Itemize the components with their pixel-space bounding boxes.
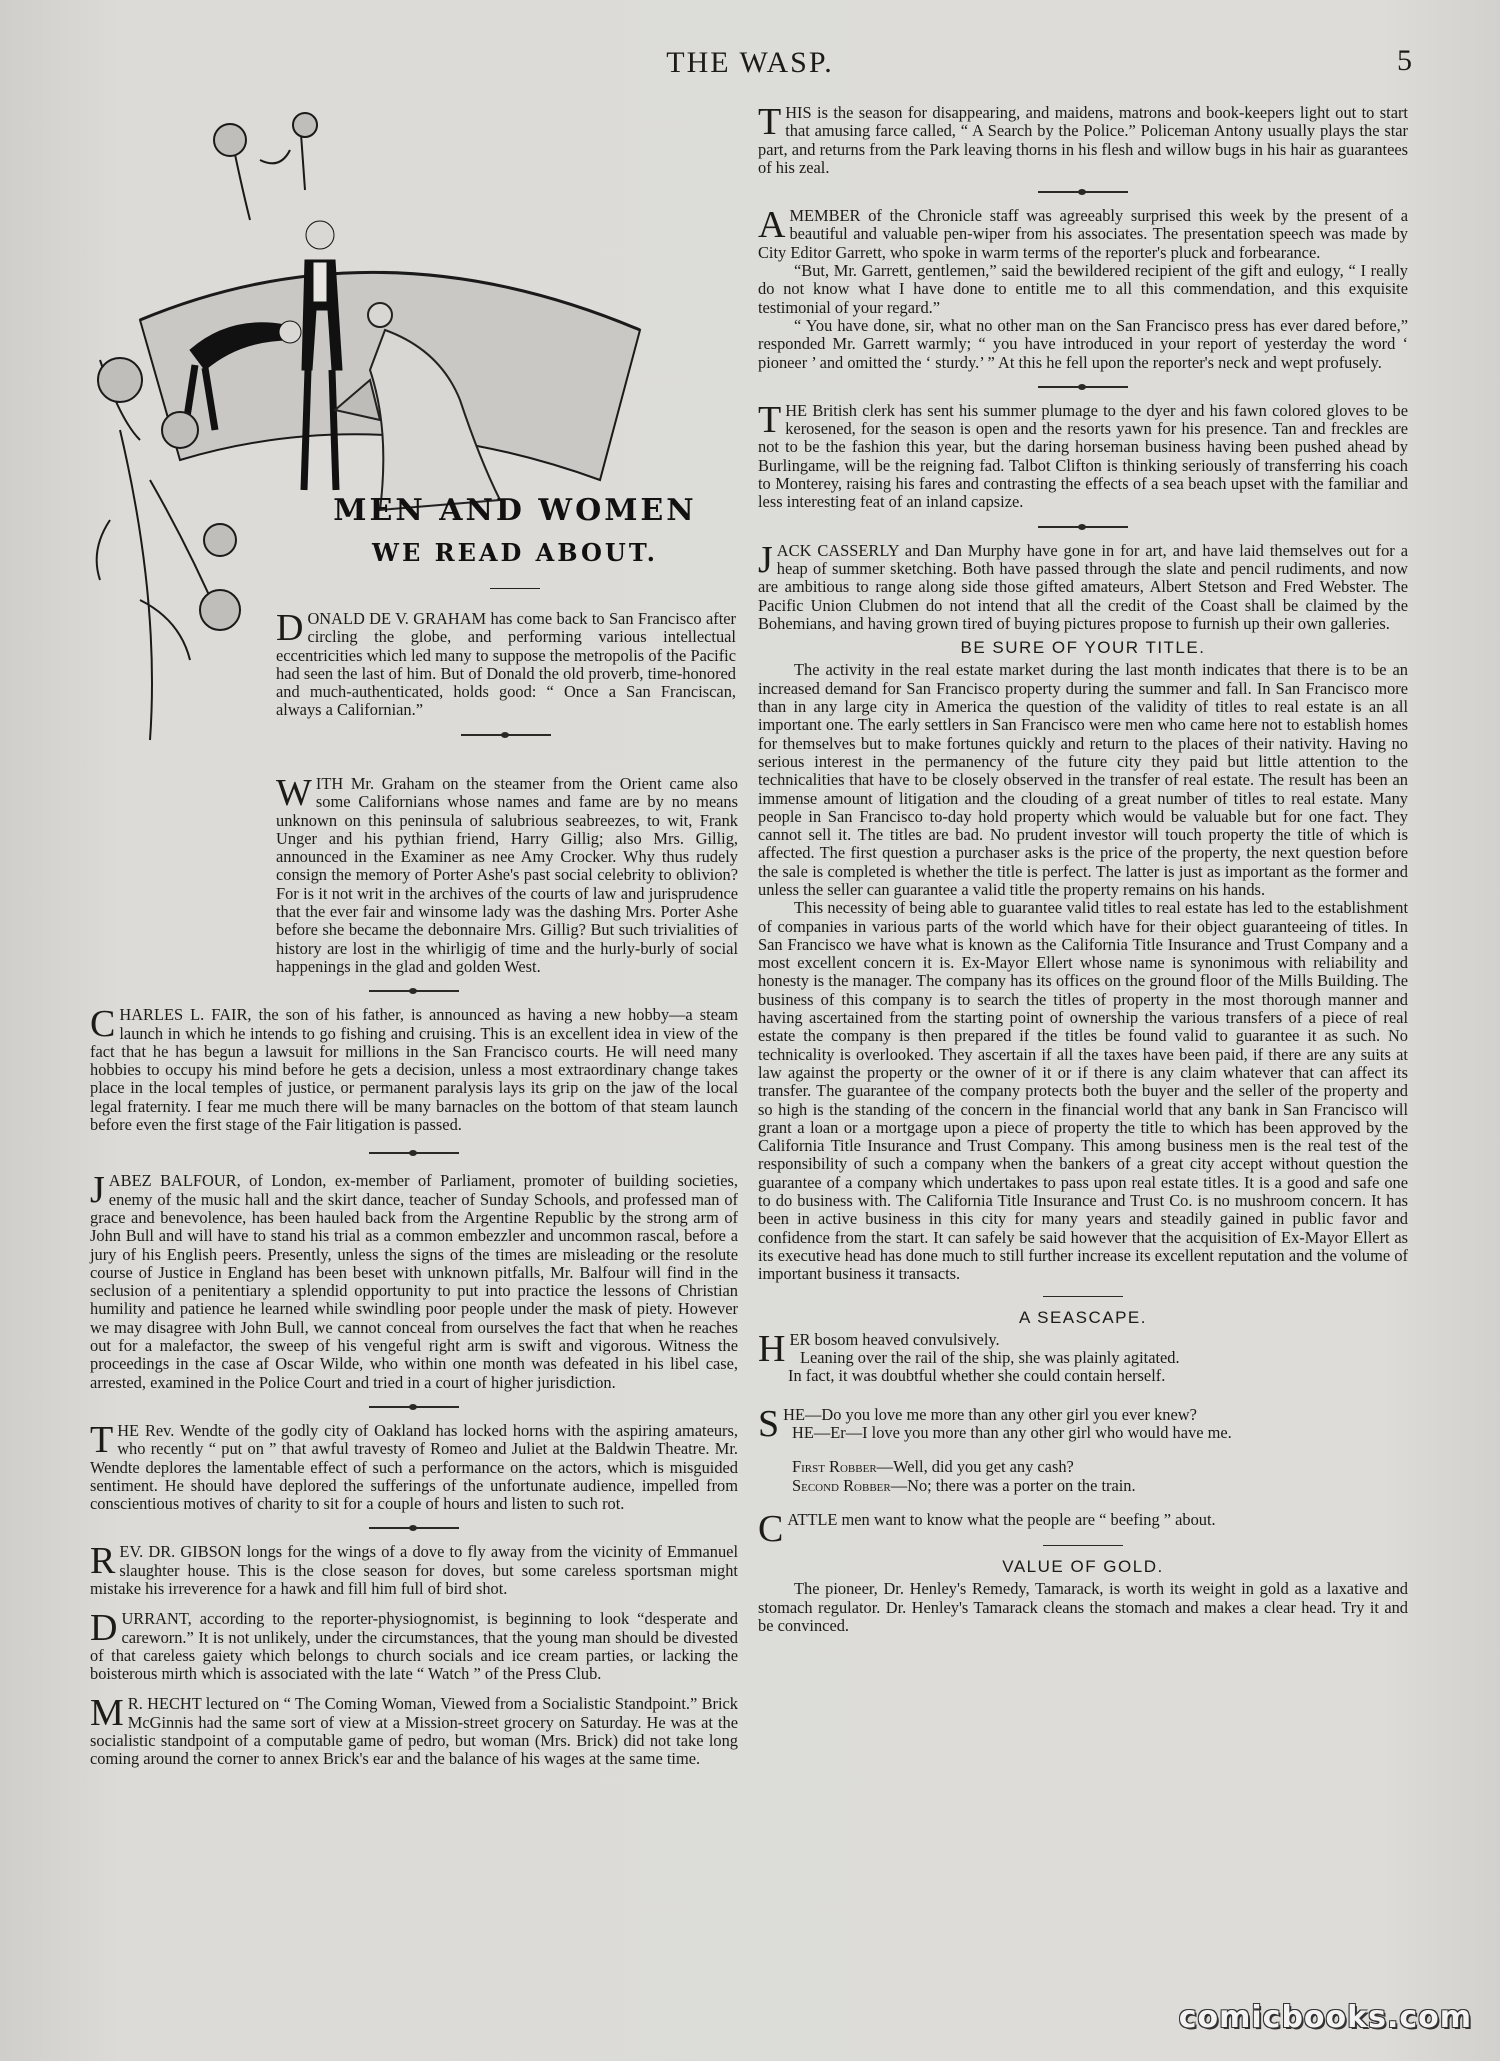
watermark: comicbooks.com — [1178, 2000, 1472, 2035]
left-top-column — [276, 607, 736, 750]
seascape-line-3: In fact, it was doubtful whether she could contain herself. — [788, 1366, 1166, 1386]
section-divider — [1043, 1296, 1123, 1297]
seascape-line-1: HER bosom heaved convulsively. — [758, 1327, 1000, 1370]
article-gillig: WITH Mr. Graham on the steamer from the Orient came also some Californians whose names and fame are by no means unknown on this peninsula of salubrious seabreezes, to wit, Frank Unger and his pythian friend, Harry Gillig; also Mrs. Gillig, announced in the Examiner as nee Amy Crocker. Why thus rudely consign the memory of Porter Ashe's past social celebrity to oblivion? For is it not writ in the archives of the courts of law and jurisprudence that the ever fair and winsome lady was the dashing Mrs. Porter Ashe before she became the debonnaire Mrs. Gillig? But such trivialities of history are lost in the whirligig of time and the hurly-burly of social happenings in the glad and golden West. — [276, 772, 738, 976]
heading-title: BE SURE OF YOUR TITLE. — [960, 638, 1206, 658]
article-balfour: JABEZ BALFOUR, of London, ex-member of Parliament, promoter of building societies, enemy of the music hall and the skirt dance, teacher of Sunday Schools, and professed man of grace and benevolence, has been hauled back from the Argentine Republic by the strong arm of John Bull and will have to stand his trial as a common embezzler and uncommon rascal, before a jury of his English peers. Presently, unless the signs of the times are misleading or the resolute course of Justice in England has been beset with unknown pitfalls, Mr. Balfour will find in the seclusion of a penitentiary a splendid opportunity to put into practice the lessons of Christian humility and patience he learned while swindling poor people under the mask of piety. However we may disagree with John Bull, we cannot conceal from ourselves the fact that when he reaches out for a malefactor, the sweep of his vengeful right arm is swift and vigorous. Witness the proceedings in the case af Oscar Wilde, who within one month was defeated in his libel case, arrested, examined in the Police Court and tried in a court of higher jurisdiction. — [90, 1169, 738, 1392]
article-durrant: DURRANT, according to the reporter-physiognomist, is beginning to look “desperate and careworn.” It is not unlikely, under the circumstances, that the young man should be divested of that careless gaiety which belongs to church socials and ice cream parties, or lacking the boisterous mirth which is associated with the late “ Watch ” of the Press Club. — [90, 1607, 738, 1684]
article-hecht: M R. HECHT lectured on “ The Coming Woman, Viewed from a Socialistic Standpoint.” Brick McGinnis had the same sort of view at a Mission-street grocery on Saturday. He was at the socialistic standpoint of a computable game of pedro, but woman (Mrs. Brick) did not take long coming around the corner to annex Brick's ear and the balance of his wages at the same time. — [90, 1692, 738, 1769]
section-divider — [369, 1152, 459, 1154]
article-chronicle: A MEMBER of the Chronicle staff was agreeably surprised this week by the present of a beautiful and valuable pen-wiper from his associates. The presentation speech was made by City Editor Garrett, who spoke in warm terms of the reporter's pluck and forbearance. — [758, 204, 1408, 262]
chronicle-paragraph-3: “ You have done, sir, what no other man on the San Francisco press has ever dared before,” responded Mr. Garrett warmly; “ you have introduced in your report of yesterday the word ‘ pioneer ’ and omitted the ‘ sturdy.’ ” At this he fell upon the reporter's neck and wept profusely. — [758, 315, 1408, 372]
first-robber-line: First Robber—Well, did you get any cash? — [792, 1457, 1074, 1477]
section-divider — [1038, 191, 1128, 193]
second-robber-line: Second Robber—No; there was a porter on the train. — [792, 1475, 1136, 1495]
section-divider — [369, 990, 459, 992]
heading-seascape: A SEASCAPE. — [1019, 1307, 1147, 1327]
article-gibson: REV. DR. GIBSON longs for the wings of a dove to fly away from the vicinity of Emmanuel slaughter house. This is the close season for doves, but some careless sportsman might mistake his irreverence for a hawk and fill him full of bird shot. — [90, 1540, 738, 1598]
article-fair: CHARLES L. FAIR, the son of his father, is announced as having a new hobby—a steam launch in which he intends to go fishing and cruising. This is an excellent idea in view of the fact that he has begun a lawsuit for millions in the San Francisco courts. He will need many hobbies to occupy his mind before he gets a decision, unless a most extraordinary change takes place in the local temples of justice, or permanent paralysis lays its grip on the jaw of the local legal fraternity. I fear me much there will be many barnacles on the bottom of that steam launch before even the first stage of the Fair litigation is passed. — [90, 1003, 738, 1135]
article-clerk: THE British clerk has sent his summer plumage to the dyer and his fawn colored gloves to be kerosened, for the season is open and the resorts yawn for his presence. Tan and freckles are not to be the fashion this year, but the daring horseman business having been pushed ahead by Burlingame, will be the reigning fad. Talbot Clifton is thinking seriously of transferring his coach to Monterey, raising his fares and contrasting the effects of a sea beach upset with the familiar and less interesting feat of an inland capsize. — [758, 398, 1408, 512]
article-cattle: CATTLE men want to know what the people are “ beefing ” about. — [758, 1507, 1216, 1550]
gold-paragraph: The pioneer, Dr. Henley's Remedy, Tamarack, is worth its weight in gold as a laxative and stomach regulator. Dr. Henley's Tamarack cleans the stomach and makes a clear head. Try it and be convinced. — [758, 1579, 1408, 1636]
title-paragraph-1: The activity in the real estate market during the last month indicates that there is to be an increased demand for San Francisco property during the summer and fall. In San Francisco more than in any large city in America the question of the validity of titles to real estate is an all important one. The early settlers in San Francisco were men who came here not to establish homes for themselves but to make fortunes quickly and return to the places of their nativity. Having no serious interest in the permanency of the future city they paid but little attention to the technicalities that have to be closely observed in the transfer of real estate. The result has been an immense amount of litigation and the clouding of a great number of titles to real estate. Many people in San Francisco to-day hold property which would be valuable but for one fact. They cannot sell it. The titles are bad. No prudent investor will touch property the title of which is affected. The first question a purchaser asks is the price of the property, the next question before the sale is completed is whether the title is perfect. The latter is just as important as the former and unless the seller can guarantee a valid title the property remains on his hands. — [758, 660, 1408, 899]
section-divider — [369, 1406, 459, 1408]
heading-gold: VALUE OF GOLD. — [1002, 1557, 1164, 1577]
seascape-line-2: Leaning over the rail of the ship, she was plainly agitated. — [800, 1348, 1180, 1368]
section-divider — [1043, 1545, 1123, 1546]
she-line: SHE—Do you love me more than any other girl you ever knew? — [758, 1402, 1197, 1445]
article-casserly: JACK CASSERLY and Dan Murphy have gone in for art, and have laid themselves out for a heap of summer sketching. Both have passed through the slate and pencil rudiments, and now are ambitious to range along side those gifted amateurs, Albert Stetson and Fred Webster. The Pacific Union Clubmen do not intend that all the credit of the Coast shall be claimed by the Bohemians, and having grown tired of buying pictures propose to furnish up their own galleries. — [758, 538, 1408, 633]
article-wendte: THE Rev. Wendte of the godly city of Oakland has locked horns with the aspiring amateurs, who recently “ put on ” that awful travesty of Romeo and Juliet at the Baldwin Theatre. Mr. Wendte deplores the lamentable effect of such a performance on the actors, which is misguided sentiment. He should have deplored the sufferings of the unfortunate audience, impelled from conscientious motives of charity to sit for a couple of hours and listen to such rot. — [90, 1418, 738, 1514]
he-line: HE—Er—I love you more than any other girl who would have me. — [792, 1423, 1232, 1442]
headline-line1: MEN AND WOMEN — [333, 493, 697, 528]
chronicle-paragraph-2: “But, Mr. Garrett, gentlemen,” said the bewildered recipient of the gift and eulogy, “ I really do not know what I have done to entitle me to all this commendation, and this exquisite testimonial of your regard.” — [758, 261, 1408, 317]
section-divider — [369, 1527, 459, 1529]
section-divider — [461, 734, 551, 736]
headline-rule — [490, 588, 540, 589]
section-divider — [1038, 386, 1128, 388]
right-column — [758, 101, 1408, 1636]
masthead: THE WASP. — [666, 46, 834, 79]
article-season: THIS is the season for disappearing, and maidens, matrons and book-keepers light out to start that amusing farce called, “ A Search by the Police.” Policeman Antony usually plays the star part, and returns from the Park leaving thorns in his flesh and willow bugs in his hair as guarantees of his zeal. — [758, 101, 1408, 177]
page-number: 5 — [1397, 44, 1412, 77]
headline-line2: WE READ ABOUT. — [372, 538, 658, 567]
title-paragraph-2: This necessity of being able to guarantee valid titles to real estate has led to the establishment of companies in various parts of the world which have for their object guaranteeing of titles. In San Francisco we have what is known as the California Title Insurance and Trust Company and a most excellent concern it is. Ex-Mayor Ellert whose name is synonimous with reliability and honesty is the manager. The company has its offices on the ground floor of the Mills Building. The business of this company is to search the titles of property in the most thorough manner and having ascertained from the starting point of ownership the various transfers of a piece of real estate the company is then prepared if the titles be found valid to guarantee it as such. No technicality is overlooked. They ascertain if all the taxes have been paid, if there are any suits at law against the property or the owner of it or if there is any claim whatever that can affect its transfer. The guarantee of the company protects both the buyer and the seller of the property and so high is the standing of the concern in the financial world that any bank in San Francisco will grant a loan or a mortgage upon a piece of property the title to which has been approved by the California Title Insurance and Trust Company. This among business men is the real test of the responsibility of such a company when the bankers of a great city accept without question the guarantee of a company which undertakes to pass upon real estate titles. It is a good and safe one to do business with. The California Title Insurance and Trust Co. is no mushroom concern. It has been in active business in this city for many years and steadily gained in public favor and confidence from the start. It can safely be said however that the acquisition of Ex-Mayor Ellert as its executive head has done much to still further increase its excellent reputation and the volume of important business it transacts. — [758, 898, 1408, 1284]
left-column — [90, 772, 738, 1769]
article-graham: DONALD DE V. GRAHAM has come back to San Francisco after circling the globe, and performing various intellectual eccentricities which led many to suppose the metropolis of the Pacific had seen the last of him. But of Donald the old proverb, time-honored and much-authenticated, holds good: “ Once a San Franciscan, always a Californian.” — [276, 607, 736, 720]
section-divider — [1038, 526, 1128, 528]
